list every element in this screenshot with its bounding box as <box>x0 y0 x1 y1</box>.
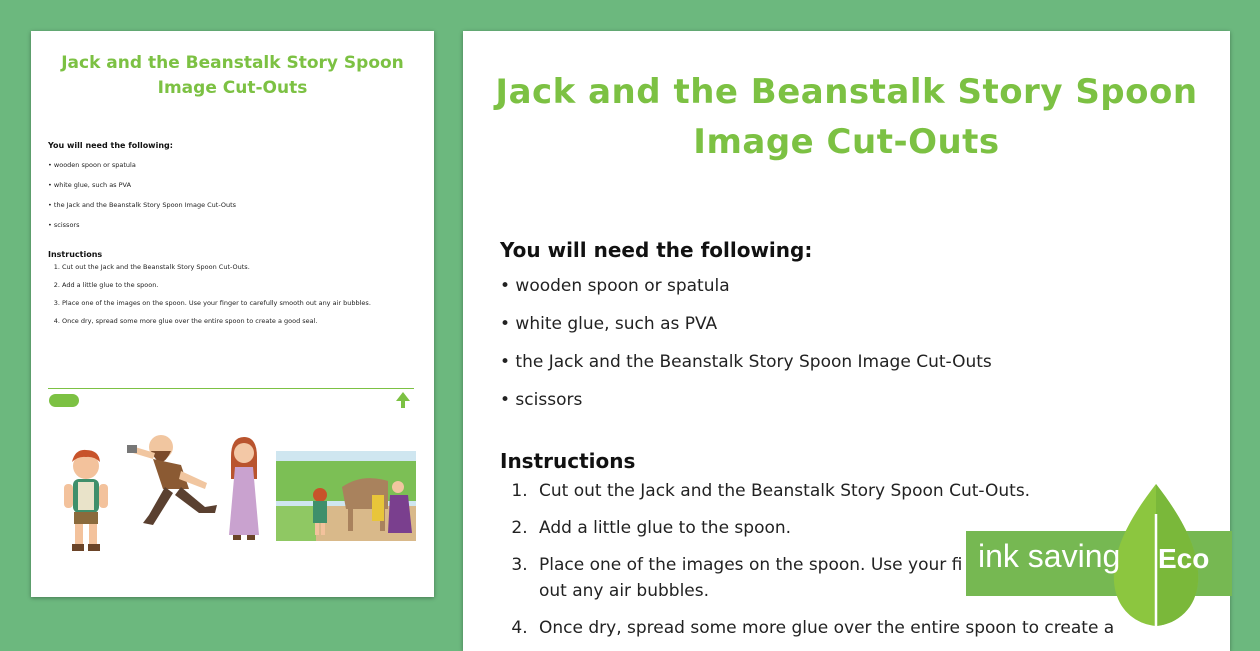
list-item: • white glue, such as PVA <box>500 314 718 334</box>
list-item: 1. Cut out the Jack and the Beanstalk Story Spoon Cut-Outs. <box>62 263 422 272</box>
thumbnail-title: Jack and the Beanstalk Story Spoon Image Cut-Outs <box>61 53 404 98</box>
list-item: 2. Add a little glue to the spoon. <box>62 281 422 290</box>
tree-logo-icon <box>394 391 412 409</box>
list-item: • scissors <box>500 390 583 410</box>
list-item: • the Jack and the Beanstalk Story Spoon Image Cut-Outs <box>48 201 237 209</box>
mother-illustration-icon <box>223 435 265 543</box>
giant-illustration-icon <box>119 431 219 531</box>
list-item: 4. Once dry, spread some more glue over the entire spoon to create a good seal. <box>62 317 422 326</box>
thumbnail-instructions-list <box>48 263 422 335</box>
footer-divider <box>48 388 414 389</box>
thumbnail-needs-list <box>48 155 236 235</box>
list-item: 3. Place one of the images on the spoon. Use your fi out any air bubbles. <box>533 552 1223 604</box>
list-item: • scissors <box>48 221 80 229</box>
page-title: Jack and the Beanstalk Story Spoon Image Cut-Outs <box>495 72 1198 162</box>
list-item: 4. Once dry, spread some more glue over the entire spoon to create a <box>533 615 1223 641</box>
thumbnail-page <box>31 31 434 597</box>
thumbnail-instructions-heading: Instructions <box>48 250 103 259</box>
needs-heading: You will need the following: <box>500 238 813 262</box>
jack-illustration-icon <box>61 444 111 554</box>
list-item: 1. Cut out the Jack and the Beanstalk Story Spoon Cut-Outs. <box>533 478 1223 504</box>
list-item: 2. Add a little glue to the spoon. <box>533 515 1223 541</box>
publisher-logo <box>49 394 79 407</box>
thumbnail-needs-heading: You will need the following: <box>48 141 173 150</box>
ink-saving-badge <box>966 484 1232 630</box>
list-item: 3. Place one of the images on the spoon. Use your finger to carefully smooth out any air bubbles. <box>62 299 422 308</box>
badge-label: ink saving <box>978 538 1121 574</box>
needs-list <box>500 267 992 419</box>
instructions-heading: Instructions <box>500 449 636 473</box>
list-item: • wooden spoon or spatula <box>48 161 136 169</box>
cow-trade-scene-icon <box>276 451 416 541</box>
list-item: • the Jack and the Beanstalk Story Spoon Image Cut-Outs <box>500 352 992 372</box>
list-item: • wooden spoon or spatula <box>500 276 730 296</box>
list-item: • white glue, such as PVA <box>48 181 132 189</box>
eco-label: Eco <box>1158 543 1210 574</box>
